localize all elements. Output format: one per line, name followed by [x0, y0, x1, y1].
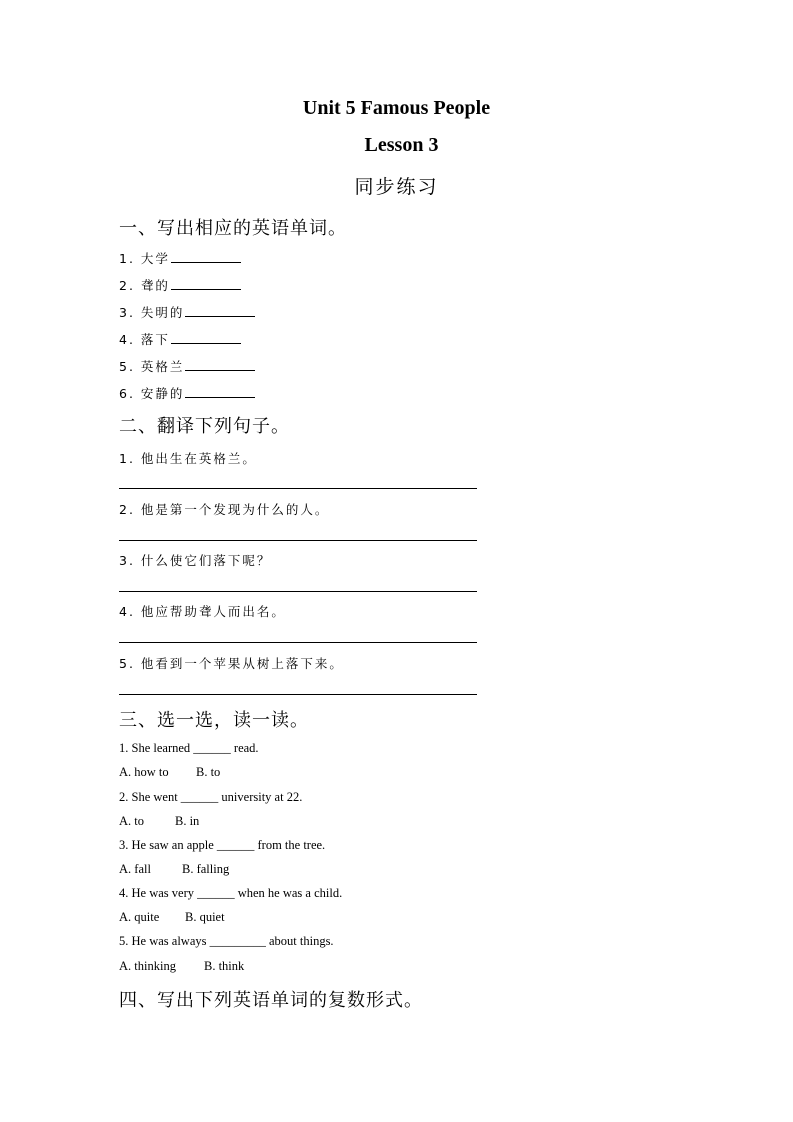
option-a[interactable]: A. how to	[119, 765, 169, 779]
question-options	[119, 959, 244, 974]
translate-item: 1. 他出生在英格兰。	[119, 451, 257, 466]
question-options	[119, 765, 220, 780]
vocab-item: 1. 大学	[119, 249, 241, 267]
answer-line[interactable]	[119, 488, 477, 489]
section2-heading: 二、翻译下列句子。	[119, 416, 290, 437]
answer-line[interactable]	[119, 642, 477, 643]
option-b[interactable]: B. to	[196, 765, 221, 779]
answer-blank[interactable]	[171, 261, 241, 263]
question-text: 5. He was always _________ about things.	[119, 934, 334, 948]
option-a[interactable]: A. to	[119, 814, 144, 828]
question-options	[119, 862, 229, 877]
option-a[interactable]: A. thinking	[119, 959, 176, 973]
question-options	[119, 910, 225, 925]
section1-heading: 一、写出相应的英语单词。	[119, 218, 347, 239]
answer-blank[interactable]	[171, 288, 241, 290]
section4-heading: 四、写出下列英语单词的复数形式。	[119, 990, 423, 1011]
answer-blank[interactable]	[185, 369, 255, 371]
answer-blank[interactable]	[185, 396, 255, 398]
question-text: 2. She went ______ university at 22.	[119, 790, 303, 804]
page-title: Unit 5 Famous People	[302, 97, 491, 119]
answer-line[interactable]	[119, 694, 477, 695]
vocab-item: 4. 落下	[119, 330, 241, 348]
option-b[interactable]: B. in	[175, 814, 200, 828]
option-a[interactable]: A. quite	[119, 910, 160, 924]
vocab-item: 6. 安静的	[119, 384, 255, 402]
option-b[interactable]: B. falling	[182, 862, 230, 876]
translate-item: 2. 他是第一个发现为什么的人。	[119, 502, 330, 517]
question-text: 4. He was very ______ when he was a child.	[119, 886, 343, 900]
vocab-item: 3. 失明的	[119, 303, 255, 321]
subtitle: 同步练习	[354, 177, 439, 198]
answer-line[interactable]	[119, 591, 477, 592]
option-b[interactable]: B. quiet	[185, 910, 225, 924]
vocab-item: 5. 英格兰	[119, 357, 255, 375]
section3-heading: 三、选一选，读一读。	[119, 710, 309, 731]
question-text: 3. He saw an apple ______ from the tree.	[119, 838, 326, 852]
translate-item: 4. 他应帮助聋人而出名。	[119, 604, 286, 619]
lesson-title: Lesson 3	[364, 134, 439, 156]
option-b[interactable]: B. think	[204, 959, 245, 973]
translate-item: 5. 他看到一个苹果从树上落下来。	[119, 656, 344, 671]
translate-item: 3. 什么使它们落下呢？	[119, 553, 272, 568]
question-text: 1. She learned ______ read.	[119, 741, 259, 755]
vocab-item: 2. 聋的	[119, 276, 241, 294]
answer-blank[interactable]	[171, 342, 241, 344]
answer-blank[interactable]	[185, 315, 255, 317]
option-a[interactable]: A. fall	[119, 862, 151, 876]
question-options	[119, 814, 199, 829]
answer-line[interactable]	[119, 540, 477, 541]
